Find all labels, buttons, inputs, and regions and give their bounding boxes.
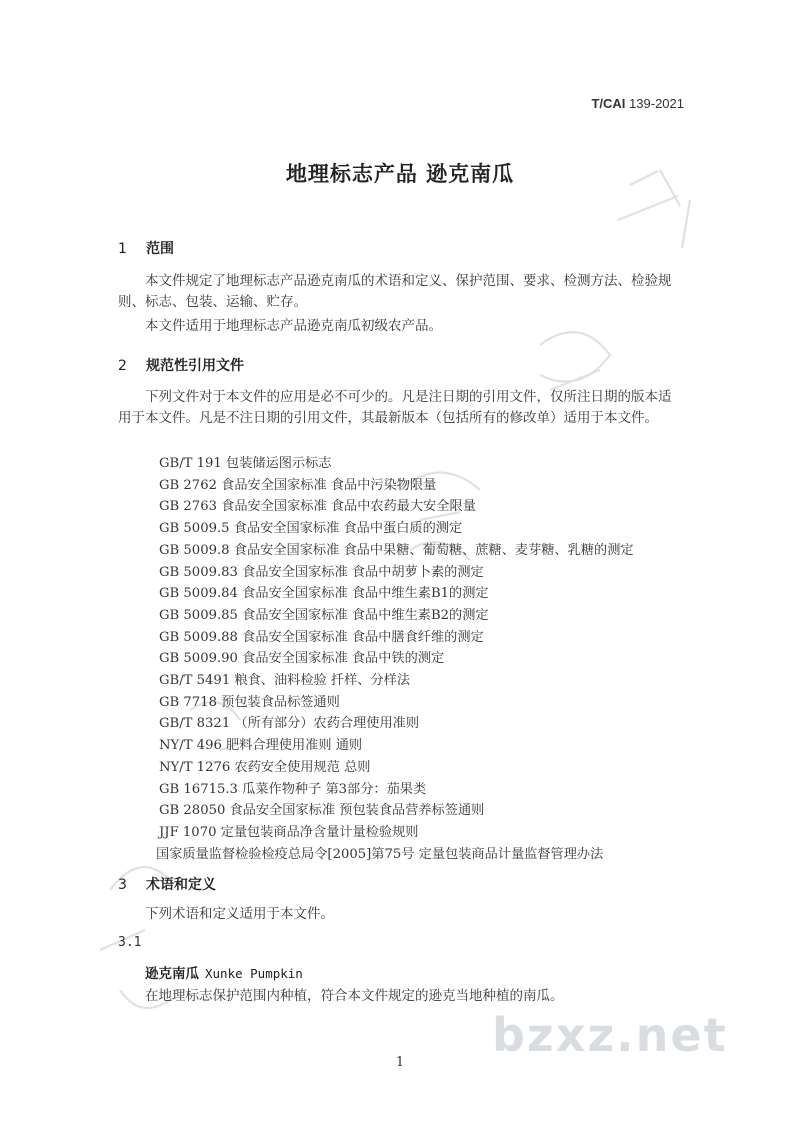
terms-intro-paragraph: 下列术语和定义适用于本文件。 <box>145 906 334 922</box>
section-heading-normative-references <box>118 355 244 375</box>
scope-paragraph-1: 本文件规定了地理标志产品逊克南瓜的术语和定义、保护范围、要求、检测方法、检验规则、标志、包装、运输、贮存。 <box>118 273 672 310</box>
section-heading-terms <box>118 874 216 894</box>
reference-item: GB/T 8321 （所有部分）农药合理使用准则 <box>159 716 420 732</box>
section-number: 1 <box>118 241 127 257</box>
reference-item: GB 5009.88 食品安全国家标准 食品中膳食纤维的测定 <box>159 629 484 645</box>
term-definition: 在地理标志保护范围内种植，符合本文件规定的逊克当地种植的南瓜。 <box>145 988 564 1004</box>
reference-item: GB 2763 食品安全国家标准 食品中农药最大安全限量 <box>159 499 476 515</box>
term-name-cn: 逊克南瓜 <box>145 966 199 982</box>
scope-paragraph-2: 本文件适用于地理标志产品逊克南瓜初级农产品。 <box>145 318 442 334</box>
document-code-number: 139-2021 <box>629 96 684 111</box>
reference-item: GB 28050 食品安全国家标准 预包装食品营养标签通则 <box>159 803 485 819</box>
reference-item: GB 5009.84 食品安全国家标准 食品中维生素B1的测定 <box>159 586 489 602</box>
section-number: 2 <box>118 358 127 374</box>
reference-item: NY/T 496 肥料合理使用准则 通则 <box>159 738 363 754</box>
reference-item: GB/T 5491 粮食、油料检验 扦样、分样法 <box>159 673 411 689</box>
document-code <box>591 96 684 111</box>
document-code-prefix: T/CAI <box>591 96 626 111</box>
term-number: 3.1 <box>118 935 142 950</box>
reference-item: GB 5009.85 食品安全国家标准 食品中维生素B2的测定 <box>159 607 489 623</box>
reference-item: GB 16715.3 瓜菜作物种子 第3部分：茄果类 <box>159 781 427 797</box>
site-watermark: bzxz.net <box>492 1008 728 1062</box>
reference-item: GB/T 191 包装储运图示标志 <box>159 456 332 471</box>
section-number: 3 <box>118 877 127 893</box>
section-title: 规范性引用文件 <box>146 358 244 374</box>
reference-item: GB 5009.90 食品安全国家标准 食品中铁的测定 <box>159 651 445 667</box>
references-intro-paragraph: 下列文件对于本文件的应用是必不可少的。凡是注日期的引用文件，仅所注日期的版本适用于本文件。凡是不注日期的引用文件，其最新版本（包括所有的修改单）适用于本文件。 <box>118 389 672 426</box>
reference-item: GB 5009.83 食品安全国家标准 食品中胡萝卜素的测定 <box>159 564 484 580</box>
document-title: 地理标志产品 逊克南瓜 <box>285 162 515 186</box>
reference-item: GB 2762 食品安全国家标准 食品中污染物限量 <box>159 477 437 493</box>
reference-item: GB 7718 预包装食品标签通则 <box>159 694 340 710</box>
reference-item: JJF 1070 定量包装商品净含量计量检验规则 <box>159 824 419 840</box>
reference-item: GB 5009.5 食品安全国家标准 食品中蛋白质的测定 <box>159 521 463 537</box>
reference-list <box>156 453 634 865</box>
section-title: 术语和定义 <box>146 877 216 893</box>
reference-item: 国家质量监督检验检疫总局令[2005]第75号 定量包装商品计量监督管理办法 <box>156 846 604 862</box>
term-name <box>145 962 303 982</box>
page-number: 1 <box>395 1055 405 1070</box>
section-title: 范围 <box>146 241 174 257</box>
reference-item: GB 5009.8 食品安全国家标准 食品中果糖、葡萄糖、蔗糖、麦芽糖、乳糖的测定 <box>159 542 634 558</box>
reference-item: NY/T 1276 农药安全使用规范 总则 <box>159 759 371 775</box>
term-name-en: Xunke Pumpkin <box>205 966 303 981</box>
section-heading-scope <box>118 238 174 258</box>
